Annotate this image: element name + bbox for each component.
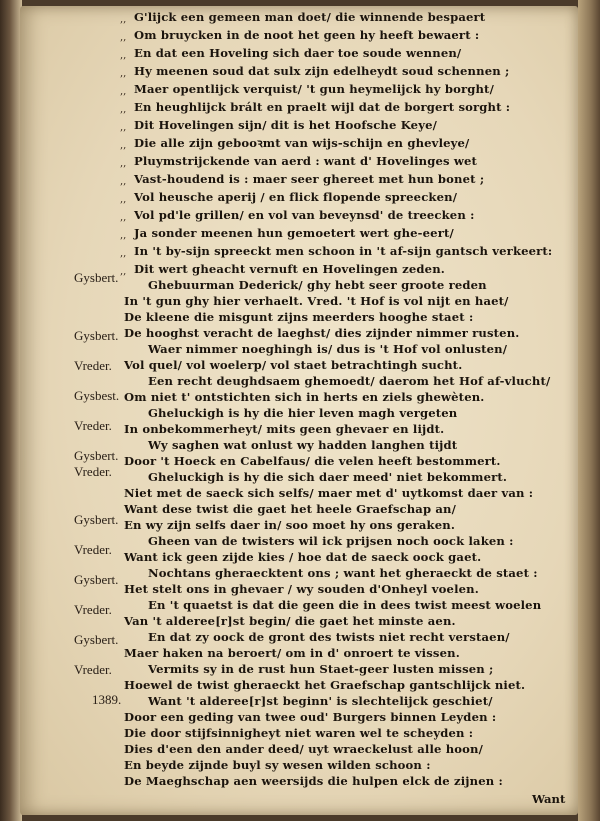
quote-mark: ,,	[120, 230, 127, 241]
verse-line: Hy meenen soud dat sulx zijn edelheydt soud schennen ;	[134, 64, 510, 78]
verse-line: Vol pd'le grillen/ en vol van beveynsd' de treecken :	[134, 208, 475, 222]
verse-line: Dit wert gheacht vernuft en Hovelingen zeden.	[134, 262, 445, 276]
dialogue-line: In 't gun ghy hier verhaelt. Vred. 't Hof is vol nijt en haet/	[124, 294, 509, 308]
dialogue-line: Die door stijfsinnigheyt niet waren wel te scheyden :	[124, 726, 474, 740]
dialogue-line: Om niet t' ontstichten sich in herts en ziels ghewèten.	[124, 390, 485, 404]
dialogue-line: Een recht deughdsaem ghemoedt/ daerom het Hof af-vlucht/	[148, 374, 551, 388]
quote-mark: ,,	[120, 176, 127, 187]
quote-mark: ,,	[120, 158, 127, 169]
dialogue-line: In onbekommerheyt/ mits geen ghevaer en lijdt.	[124, 422, 445, 436]
dialogue-line: Waer nimmer noeghingh is/ dus is 't Hof vol onlusten/	[148, 342, 508, 356]
verse-line: Maer opentlijck verquist/ 't gun heymelijck hy borght/	[134, 82, 494, 96]
dialogue-line: Niet met de saeck sich selfs/ maer met d' uytkomst daer van :	[124, 486, 534, 500]
dialogue-line: Gheluckigh is hy die hier leven magh vergeten	[148, 406, 458, 420]
book-binding	[0, 0, 22, 821]
quote-mark: ,,	[120, 122, 127, 133]
verse-line: Ja sonder meenen hun gemoetert wert ghe-eert/	[134, 226, 454, 240]
dialogue-line: Gheluckigh is hy die sich daer meed' niet bekommert.	[148, 470, 508, 484]
speaker-label: Vreder.	[74, 542, 112, 557]
verse-line: En dat een Hoveling sich daer toe soude wennen/	[134, 46, 462, 60]
verse-line: Die alle zijn gebooꝛmt van wijs-schijn en ghevleye/	[134, 136, 470, 150]
dialogue-line: De hooghst veracht de laeghst/ dies zijnder nimmer rusten.	[124, 326, 520, 340]
dialogue-line: Want dese twist die gaet het heele Graefschap an/	[124, 502, 457, 516]
dialogue-line: Vermits sy in de rust hun Staet-geer lusten missen ;	[148, 662, 494, 676]
catchword: Want	[532, 792, 566, 806]
book-page	[20, 6, 578, 815]
dialogue-line: De Maeghschap aen weersijds die hulpen elck de zijnen :	[124, 774, 503, 788]
dialogue-line: Door een geding van twee oud' Burgers binnen Leyden :	[124, 710, 497, 724]
speaker-label: Vreder.	[74, 418, 112, 433]
dialogue-line: Het stelt ons in ghevaer / wy souden d'Onheyl voelen.	[124, 582, 479, 596]
dialogue-line: Wy saghen wat onlust wy hadden langhen tijdt	[148, 438, 458, 452]
speaker-label: Gysbert.	[74, 328, 119, 343]
dialogue-line: Gheen van de twisters wil ick prijsen noch oock laken :	[148, 534, 514, 548]
verse-line: Vol heusche aperij / en flick flopende spreecken/	[134, 190, 458, 204]
speaker-label: Vreder.	[74, 464, 112, 479]
dialogue-line: En wy zijn selfs daer in/ soo moet hy ons geraken.	[124, 518, 456, 532]
quote-mark: ,,	[120, 50, 127, 61]
margin-year: 1389.	[92, 692, 122, 707]
dialogue-line: En dat zy oock de gront des twists niet recht verstaen/	[148, 630, 510, 644]
verse-line: Vast-houdend is : maer seer ghereet met hun bonet ;	[134, 172, 485, 186]
speaker-label: Vreder.	[74, 662, 112, 677]
quote-mark: ,,	[120, 266, 127, 277]
speaker-label: Gysbert.	[74, 270, 119, 285]
speaker-label: Gysbert.	[74, 632, 119, 647]
dialogue-line: Ghebuurman Dederick/ ghy hebt seer groote reden	[148, 278, 487, 292]
quote-mark: ,,	[120, 212, 127, 223]
quote-mark: ,,	[120, 68, 127, 79]
dialogue-line: Van 't alderee[r]st begin/ die gaet het minste aen.	[124, 614, 456, 628]
dialogue-line: En beyde zijnde buyl sy wesen wilden schoon :	[124, 758, 431, 772]
dialogue-line: De kleene die misgunt zijns meerders hooghe staet :	[124, 310, 474, 324]
verse-line: Om bruycken in de noot het geen hy heeft bewaert :	[134, 28, 480, 42]
quote-mark: ,,	[120, 104, 127, 115]
dialogue-line: Want 't alderee[r]st beginn' is slechtelijck geschiet/	[148, 694, 493, 708]
speaker-label: Gysbest.	[74, 388, 120, 403]
speaker-label: Gysbert.	[74, 572, 119, 587]
dialogue-line: Maer haken na beroert/ om in d' onroert te vissen.	[124, 646, 460, 660]
dialogue-line: Hoewel de twist gheraeckt het Graefschap gantschlijck niet.	[124, 678, 526, 692]
speaker-label: Vreder.	[74, 358, 112, 373]
quote-mark: ,,	[120, 14, 127, 25]
speaker-label: Gysbert.	[74, 512, 119, 527]
quote-mark: ,,	[120, 86, 127, 97]
dialogue-line: En 't quaetst is dat die geen die in dees twist meest woelen	[148, 598, 542, 612]
quote-mark: ,,	[120, 32, 127, 43]
dialogue-line: Dies d'een den ander deed/ uyt wraeckelust alle hoon/	[124, 742, 484, 756]
quote-mark: ,,	[120, 140, 127, 151]
verse-line: G'lijck een gemeen man doet/ die winnende bespaert	[134, 10, 486, 24]
speaker-label: Gysbert.	[74, 448, 119, 463]
quote-mark: ,,	[120, 248, 127, 259]
dialogue-line: Nochtans gheraecktent ons ; want het gheraeckt de staet :	[148, 566, 538, 580]
verse-line: En heughlijck brált en praelt wijl dat de borgert sorght :	[134, 100, 511, 114]
dialogue-line: Want ick geen zijde kies / hoe dat de saeck oock gaet.	[124, 550, 482, 564]
dialogue-line: Door 't Hoeck en Cabelfaus/ die velen heeft bestommert.	[124, 454, 501, 468]
speaker-label: Vreder.	[74, 602, 112, 617]
page-edge	[578, 0, 600, 821]
verse-line: Dit Hovelingen sijn/ dit is het Hoofsche Keye/	[134, 118, 438, 132]
dialogue-line: Vol quel/ vol woelerp/ vol staet betrachtingh sucht.	[124, 358, 463, 372]
quote-mark: ,,	[120, 194, 127, 205]
verse-line: Pluymstrijckende van aerd : want d' Hovelinges wet	[134, 154, 478, 168]
verse-line: In 't by-sijn spreeckt men schoon in 't af-sijn gantsch verkeert:	[134, 244, 553, 258]
